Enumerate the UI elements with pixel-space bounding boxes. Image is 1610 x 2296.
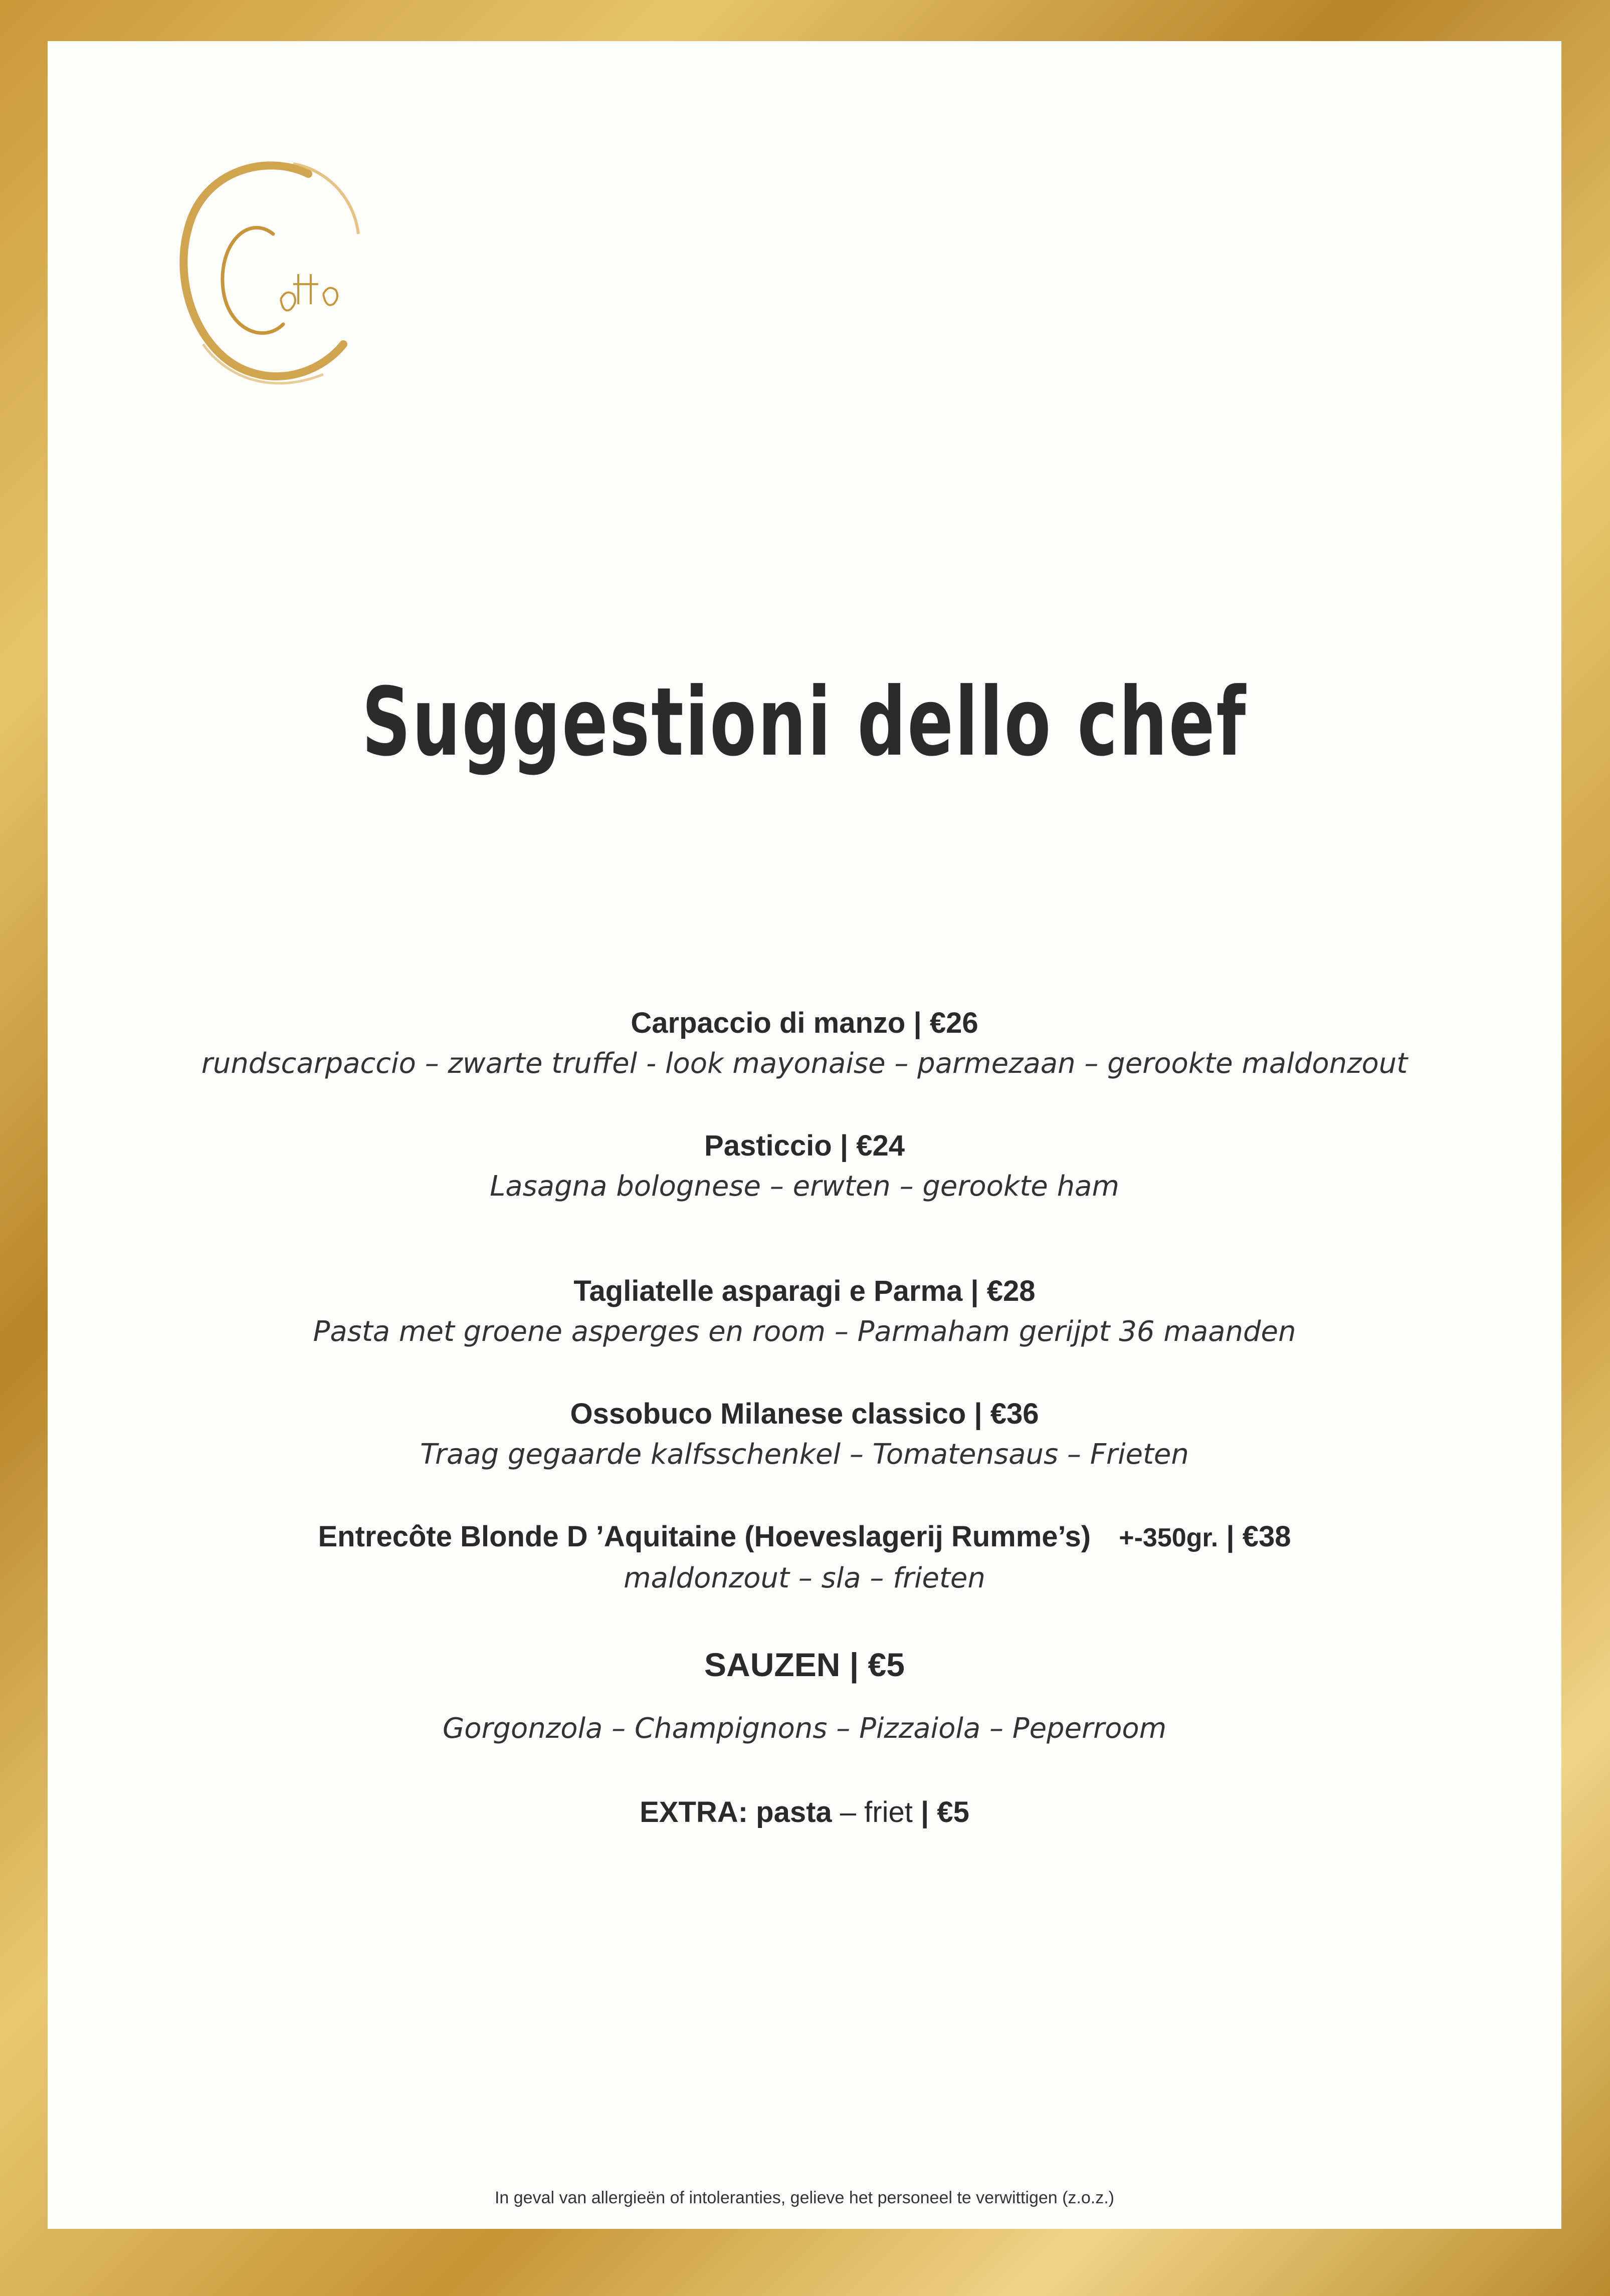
dish-price: €24 [856,1129,905,1162]
dish-price: €26 [929,1007,978,1039]
sauces-list: Gorgonzola – Champignons – Pizzaiola – Peperroom [442,1712,1167,1745]
price-separator: | [840,1129,849,1162]
price-separator: | [970,1275,979,1307]
dish-name: Entrecôte Blonde D ’Aquitaine (Hoeveslagerij Rumme’s) [318,1520,1091,1553]
extra-friet: friet [864,1796,913,1828]
price-separator: | [913,1007,922,1039]
dish-description: rundscarpaccio – zwarte truffel - look mayonaise – parmezaan – gerookte maldonzout [201,1047,1408,1080]
dish-description: Pasta met groene asperges en room – Parmaham gerijpt 36 maanden [313,1315,1296,1348]
dish-name: Ossobuco Milanese classico [570,1398,966,1430]
dish-price: €28 [986,1275,1036,1307]
price-separator: | [1226,1520,1235,1553]
dish-description: Traag gegaarde kalfsschenkel – Tomatensaus – Frieten [420,1438,1189,1471]
allergy-notice: In geval van allergieën of intoleranties, gelieve het personeel te verwittigen (z.o.z.) [494,2188,1115,2207]
dish-price: €38 [1242,1520,1291,1553]
extra-price: €5 [937,1796,969,1828]
sauces-section [48,1642,1561,1749]
dish-name: Carpaccio di manzo [631,1007,906,1039]
menu-item [48,1126,1561,1207]
sauces-price: €5 [868,1646,905,1683]
extra-section [48,1792,1561,1832]
dish-weight: +-350gr. [1119,1523,1219,1552]
dish-description: Lasagna bolognese – erwten – gerookte ham [490,1170,1119,1203]
menu-item [48,1394,1561,1475]
dish-name: Pasticcio [704,1129,832,1162]
price-separator: | [920,1796,929,1828]
dish-description: maldonzout – sla – frieten [624,1562,985,1594]
extra-dash: – [840,1796,857,1828]
menu-page [48,41,1561,2229]
extra-label: EXTRA: [640,1796,748,1828]
price-separator: | [974,1398,982,1430]
sauces-label: SAUZEN [704,1646,841,1683]
menu-item [48,1517,1561,1599]
dish-price: €36 [990,1398,1039,1430]
cotto-logo [143,134,378,414]
dish-name: Tagliatelle asparagi e Parma [573,1275,963,1307]
extra-pasta: pasta [756,1796,832,1828]
page-title: Suggestioni dello chef [361,667,1248,777]
price-separator: | [849,1646,859,1683]
menu-item [48,1003,1561,1084]
menu-item [48,1271,1561,1352]
